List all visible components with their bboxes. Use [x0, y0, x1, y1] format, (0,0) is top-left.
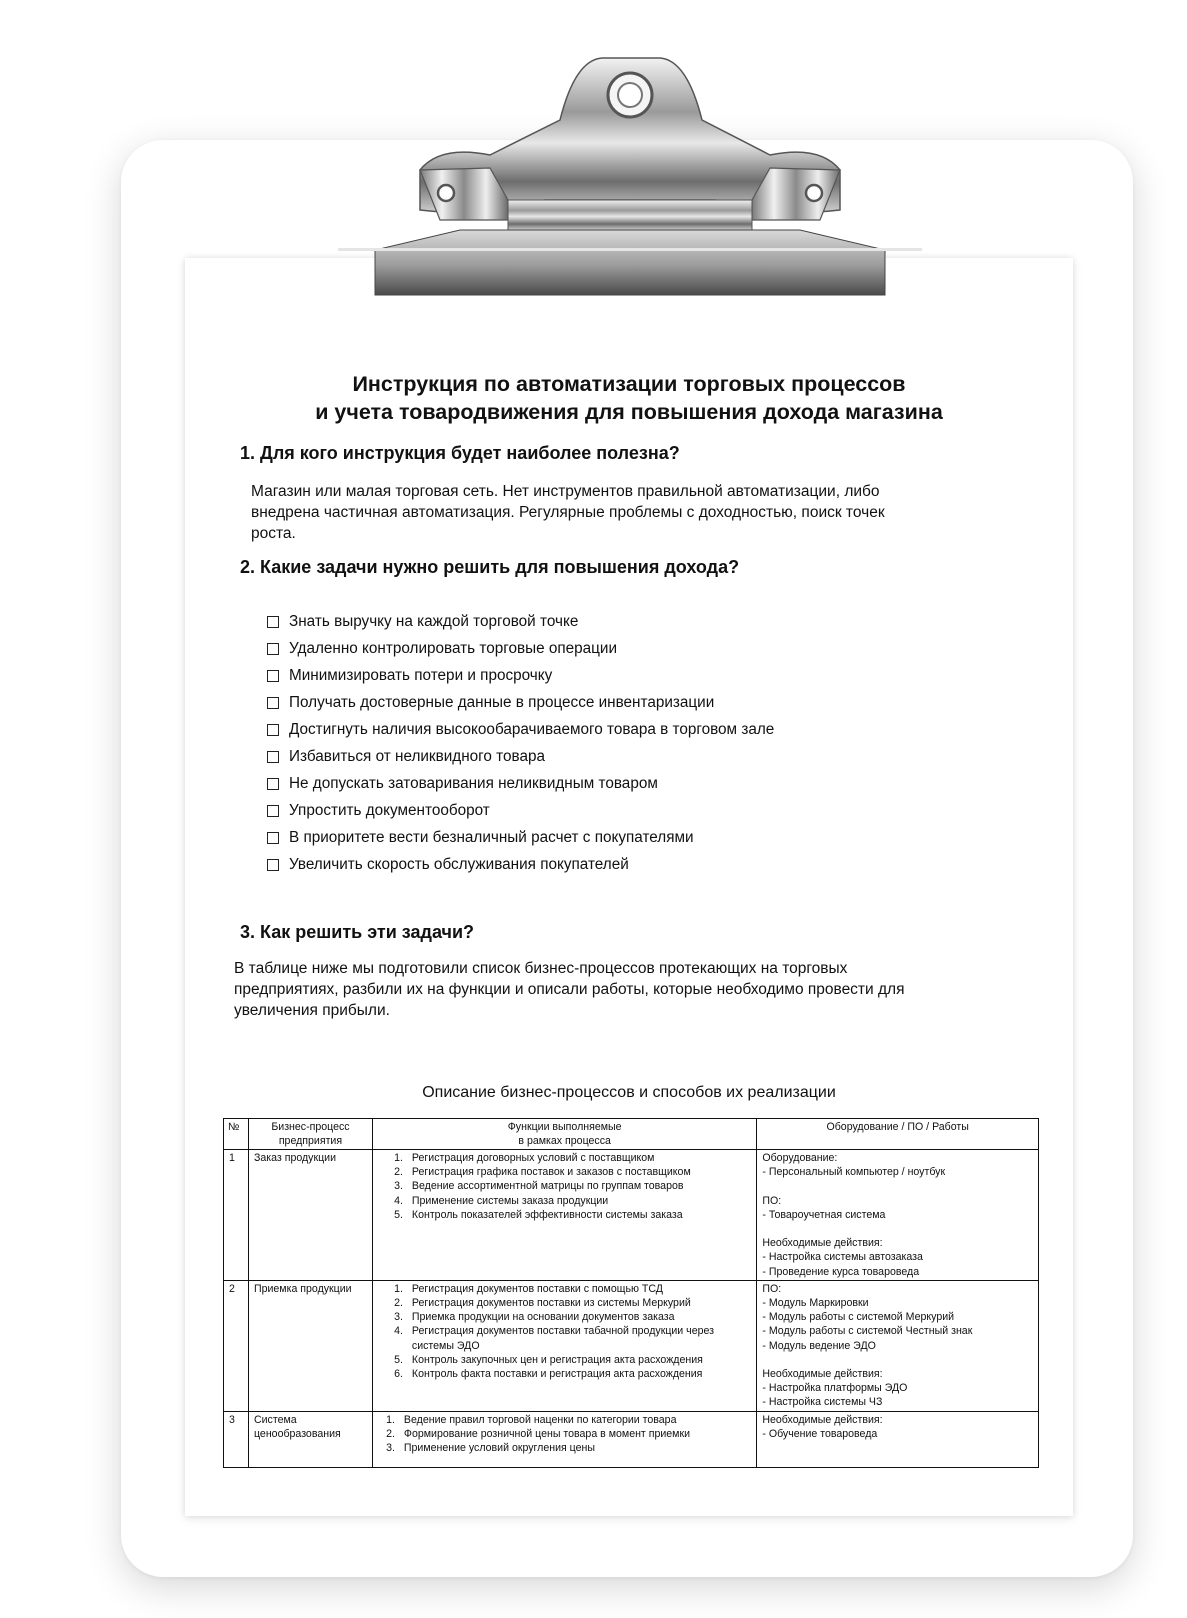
section3-text: В таблице ниже мы подготовили список бизнес-процессов протекающих на торговых предприятиях, разбили их на функции и описали работы, которые необходимо провести для увеличения прибыли.	[234, 960, 905, 1019]
row-equipment: Необходимые действия: - Обучение товароведа	[757, 1411, 1039, 1467]
task-item: Получать достоверные данные в процессе инвентаризации	[267, 689, 774, 716]
task-item: Знать выручку на каждой торговой точке	[267, 608, 774, 635]
tasks-checklist	[267, 608, 774, 878]
table-row	[224, 1150, 1039, 1281]
section3-heading: 3. Как решить эти задачи?	[240, 922, 475, 942]
task-item: В приоритете вести безналичный расчет с покупателями	[267, 824, 774, 851]
table-caption: Описание бизнес-процессов и способов их реализации	[422, 1084, 836, 1101]
task-item: Увеличить скорость обслуживания покупателей	[267, 851, 774, 878]
task-item: Минимизировать потери и просрочку	[267, 662, 774, 689]
row-process: Приемка продукции	[248, 1280, 372, 1411]
checkbox-icon[interactable]	[267, 778, 279, 790]
header-functions: Функции выполняемые в рамках процесса	[372, 1119, 756, 1150]
table-header-row	[224, 1119, 1039, 1150]
document-title: Инструкция по автоматизации торговых процессов и учета товародвижения для повышения дохода магазина	[315, 372, 943, 424]
row-functions: 1. Регистрация документов поставки с помощью ТСД 2. Регистрация документов поставки из системы Меркурий 3. Приемка продукции на основании документов заказа 4. Регистрация документов поставки табачной продукции через системы ЭДО 5. Контроль закупочных цен и регистрация акта расхождения 6. Контроль факта поставки и регистрация акта расхождения	[372, 1280, 756, 1411]
table-row	[224, 1411, 1039, 1467]
row-functions: 1. Регистрация договорных условий с поставщиком 2. Регистрация графика поставок и заказов с поставщиком 3. Ведение ассортиментной матрицы по группам товаров 4. Применение системы заказа продукции 5. Контроль показателей эффективности системы заказа	[372, 1150, 756, 1281]
header-num: №	[224, 1119, 249, 1150]
clipboard-clip-icon	[330, 50, 930, 315]
checkbox-icon[interactable]	[267, 616, 279, 628]
task-item: Упростить документооборот	[267, 797, 774, 824]
checkbox-icon[interactable]	[267, 724, 279, 736]
section2-heading: 2. Какие задачи нужно решить для повышения дохода?	[240, 557, 740, 577]
checkbox-icon[interactable]	[267, 670, 279, 682]
row-process: Система ценообразования	[248, 1411, 372, 1467]
section1-text: Магазин или малая торговая сеть. Нет инструментов правильной автоматизации, либо внедрена частичная автоматизация. Регулярные проблемы с доходностью, поиск точек роста.	[251, 483, 885, 542]
business-process-table	[223, 1118, 1039, 1468]
section1-heading: 1. Для кого инструкция будет наиболее полезна?	[240, 443, 680, 463]
checkbox-icon[interactable]	[267, 697, 279, 709]
checkbox-icon[interactable]	[267, 859, 279, 871]
row-num: 3	[224, 1411, 249, 1467]
header-process: Бизнес-процесс предприятия	[248, 1119, 372, 1150]
row-functions: 1. Ведение правил торговой наценки по категории товара 2. Формирование розничной цены товара в момент приемки 3. Применение условий округления цены	[372, 1411, 756, 1467]
row-process: Заказ продукции	[248, 1150, 372, 1281]
checkbox-icon[interactable]	[267, 805, 279, 817]
table-row	[224, 1280, 1039, 1411]
checkbox-icon[interactable]	[267, 643, 279, 655]
task-item: Удаленно контролировать торговые операции	[267, 635, 774, 662]
task-item: Достигнуть наличия высокообарачиваемого товара в торговом зале	[267, 716, 774, 743]
checkbox-icon[interactable]	[267, 832, 279, 844]
row-num: 2	[224, 1280, 249, 1411]
row-num: 1	[224, 1150, 249, 1281]
header-equipment: Оборудование / ПО / Работы	[757, 1119, 1039, 1150]
row-equipment: ПО: - Модуль Маркировки - Модуль работы с системой Меркурий - Модуль работы с системой Честный знак - Модуль ведение ЭДО Необходимые действия: - Настройка платформы ЭДО - Настройка системы ЧЗ	[757, 1280, 1039, 1411]
row-equipment: Оборудование: - Персональный компьютер / ноутбук ПО: - Товароучетная система Необходимые действия: - Настройка системы автозаказа - Проведение курса товароведа	[757, 1150, 1039, 1281]
task-item: Избавиться от неликвидного товара	[267, 743, 774, 770]
checkbox-icon[interactable]	[267, 751, 279, 763]
task-item: Не допускать затоваривания неликвидным товаром	[267, 770, 774, 797]
